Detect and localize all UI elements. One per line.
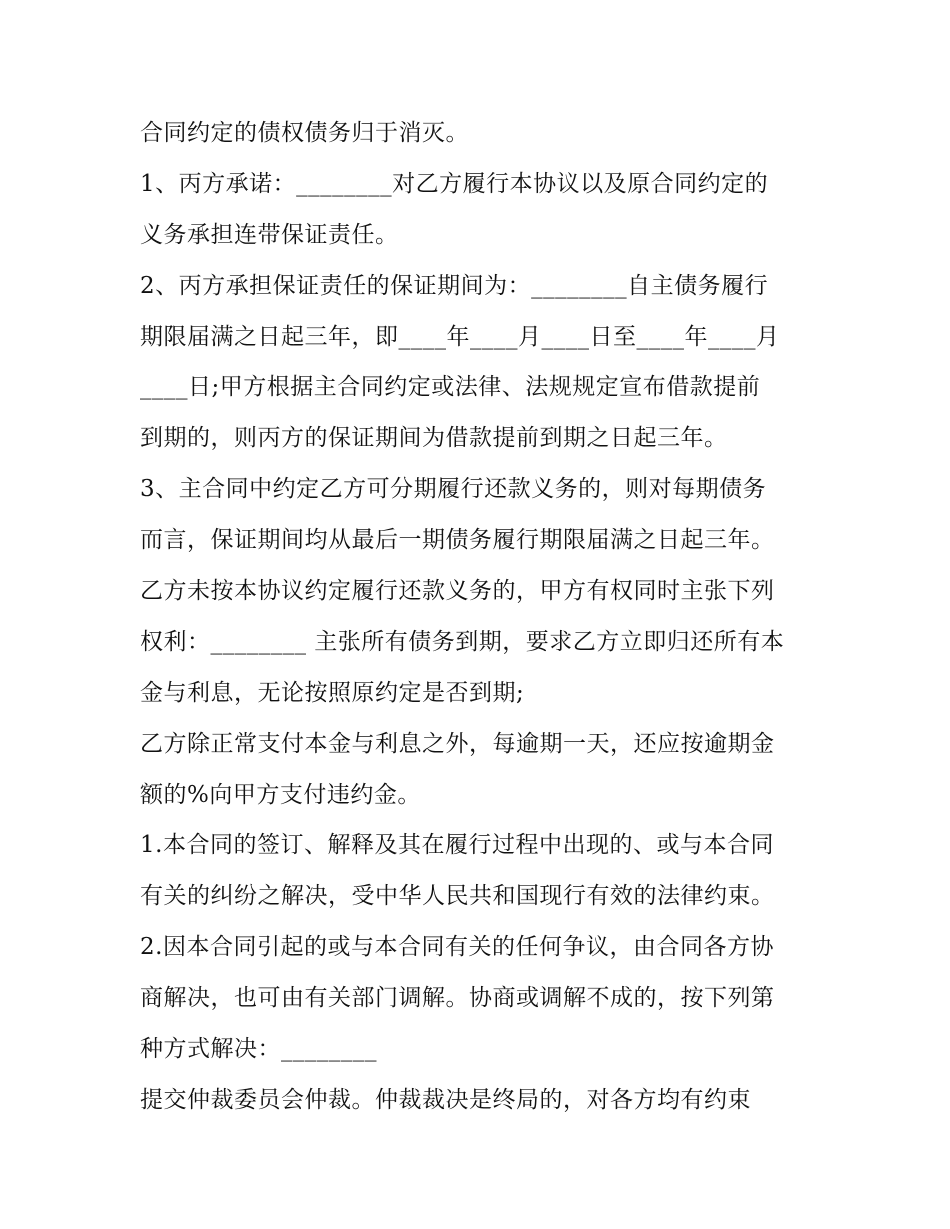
text-line: 提交仲裁委员会仲裁。仲裁裁决是终局的，对各方均有约束	[140, 1086, 751, 1113]
text-line: 1.本合同的签订、解释及其在履行过程中出现的、或与本合同	[140, 832, 774, 859]
text-line: 2.因本合同引起的或与本合同有关的任何争议，由合同各方协	[140, 934, 774, 961]
document-body	[140, 108, 820, 1126]
text-line: 商解决，也可由有关部门调解。协商或调解不成的，按下列第	[140, 985, 775, 1012]
text-line: 2、丙方承担保证责任的保证期间为：________自主债务履行	[140, 272, 769, 299]
text-line: 3、主合同中约定乙方可分期履行还款义务的，则对每期债务	[140, 476, 767, 503]
text-line: 到期的，则丙方的保证期间为借款提前到期之日起三年。	[140, 425, 728, 452]
text-line: 合同约定的债权债务归于消灭。	[140, 120, 469, 146]
text-line: 乙方未按本协议约定履行还款义务的，甲方有权同时主张下列	[140, 578, 775, 605]
text-line: 金与利息，无论按照原约定是否到期;	[140, 679, 525, 706]
text-line: 义务承担连带保证责任。	[140, 221, 399, 248]
text-line: ____日;甲方根据主合同约定或法律、法规规定宣布借款提前	[140, 374, 761, 401]
text-line: 而言，保证期间均从最后一期债务履行期限届满之日起三年。	[140, 527, 775, 554]
text-line: 权利：________ 主张所有债务到期，要求乙方立即归还所有本	[140, 628, 785, 655]
text-line: 有关的纠纷之解决，受中华人民共和国现行有效的法律约束。	[140, 883, 775, 910]
text-line: 期限届满之日起三年，即____年____月____日至____年____月	[140, 323, 780, 350]
text-line: 1、丙方承诺：________对乙方履行本协议以及原合同约定的	[140, 170, 769, 197]
text-line: 额的%向甲方支付违约金。	[140, 781, 421, 808]
text-line: 种方式解决：________	[140, 1036, 377, 1063]
text-line: 乙方除正常支付本金与利息之外，每逾期一天，还应按逾期金	[140, 730, 775, 757]
